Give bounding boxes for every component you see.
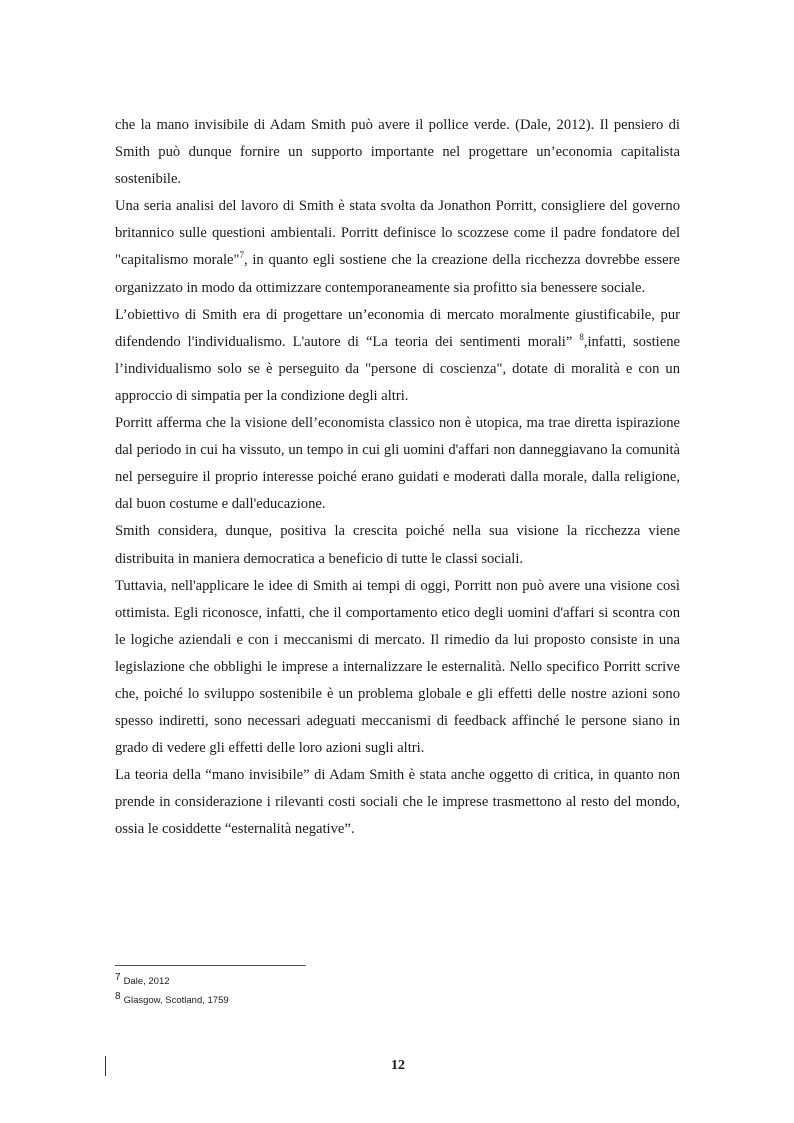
footnote-8 (115, 991, 515, 1010)
margin-change-bar (105, 1056, 106, 1076)
footnote-text: Dale, 2012 (123, 976, 170, 987)
body-text (115, 112, 680, 844)
page-number: 12 (391, 1058, 405, 1073)
footnote-7 (115, 972, 515, 991)
footnote-separator (115, 965, 306, 966)
paragraph-6: Tuttavia, nell'applicare le idee di Smith ai tempi di oggi, Porritt non può avere una visione così ottimista. Egli riconosce, infatti, che il comportamento etico degli uomini d'affari si scontra con le logiche aziendali e con i meccanismi di mercato. Il rimedio da lui proposto consiste in una legislazione che obblighi le imprese a internalizzare le esternalità. Nello specifico Porritt scrive che, poiché lo sviluppo sostenibile è un problema globale e gli effetti delle nostre azioni sono spesso indiretti, sono necessari adeguati meccanismi di feedback affinché le persone siano in grado di vedere gli effetti delle loro azioni sugli altri. (115, 577, 680, 757)
footnote-number: 8 (115, 990, 121, 1002)
paragraph-5: Smith considera, dunque, positiva la crescita poiché nella sua visione la ricchezza viene distribuita in maniera democratica a beneficio di tutte le classi sociali. (115, 523, 680, 567)
paragraph-3-text-b: ,infatti, sostiene l’individualismo solo se è perseguito da "persone di coscienza", dotate di moralità e con un approccio di simpatia per la condizione degli altri. (115, 333, 680, 404)
paragraph-3-text-a: L’obiettivo di Smith era di progettare un’economia di mercato moralmente giustificabile, pur difendendo l'individualismo. L'autore di “La teoria dei sentimenti morali” (115, 306, 680, 350)
paragraph-1: che la mano invisibile di Adam Smith può avere il pollice verde. (Dale, 2012). Il pensiero di Smith può dunque fornire un supporto importante nel progettare un’economia capitalista sostenibile. (115, 117, 680, 188)
paragraph-4: Porritt afferma che la visione dell’economista classico non è utopica, ma trae diretta ispirazione dal periodo in cui ha vissuto, un tempo in cui gli uomini d'affari non danneggiavano la comunità nel perseguire il proprio interesse poiché erano guidati e moderati dalla morale, dalla religione, dal buon costume e dall'educazione. (115, 415, 680, 513)
paragraph-3 (115, 302, 680, 410)
footnote-ref-8[interactable]: 8 (579, 331, 584, 342)
paragraph-7: La teoria della “mano invisibile” di Adam Smith è stata anche oggetto di critica, in quanto non prende in considerazione i rilevanti costi sociali che le imprese trasmettono al resto del mondo, ossia le cosiddette “esternalità negative”. (115, 767, 680, 838)
footnote-ref-7[interactable]: 7 (239, 250, 244, 261)
paragraph-2-text-b: , in quanto egli sostiene che la creazione della ricchezza dovrebbe essere organizzato in modo da ottimizzare contemporaneamente sia profitto sia benessere sociale. (115, 252, 680, 296)
paragraph-2 (115, 193, 680, 301)
footnotes (115, 972, 515, 1010)
paragraph-2-text-a: Una seria analisi del lavoro di Smith è stata svolta da Jonathon Porritt, consigliere del governo britannico sulle questioni ambientali. Porritt definisce lo scozzese come il padre fondatore del "capitalismo morale" (115, 198, 680, 269)
footnote-number: 7 (115, 971, 121, 983)
footnote-text: Glasgow, Scotland, 1759 (123, 995, 229, 1006)
